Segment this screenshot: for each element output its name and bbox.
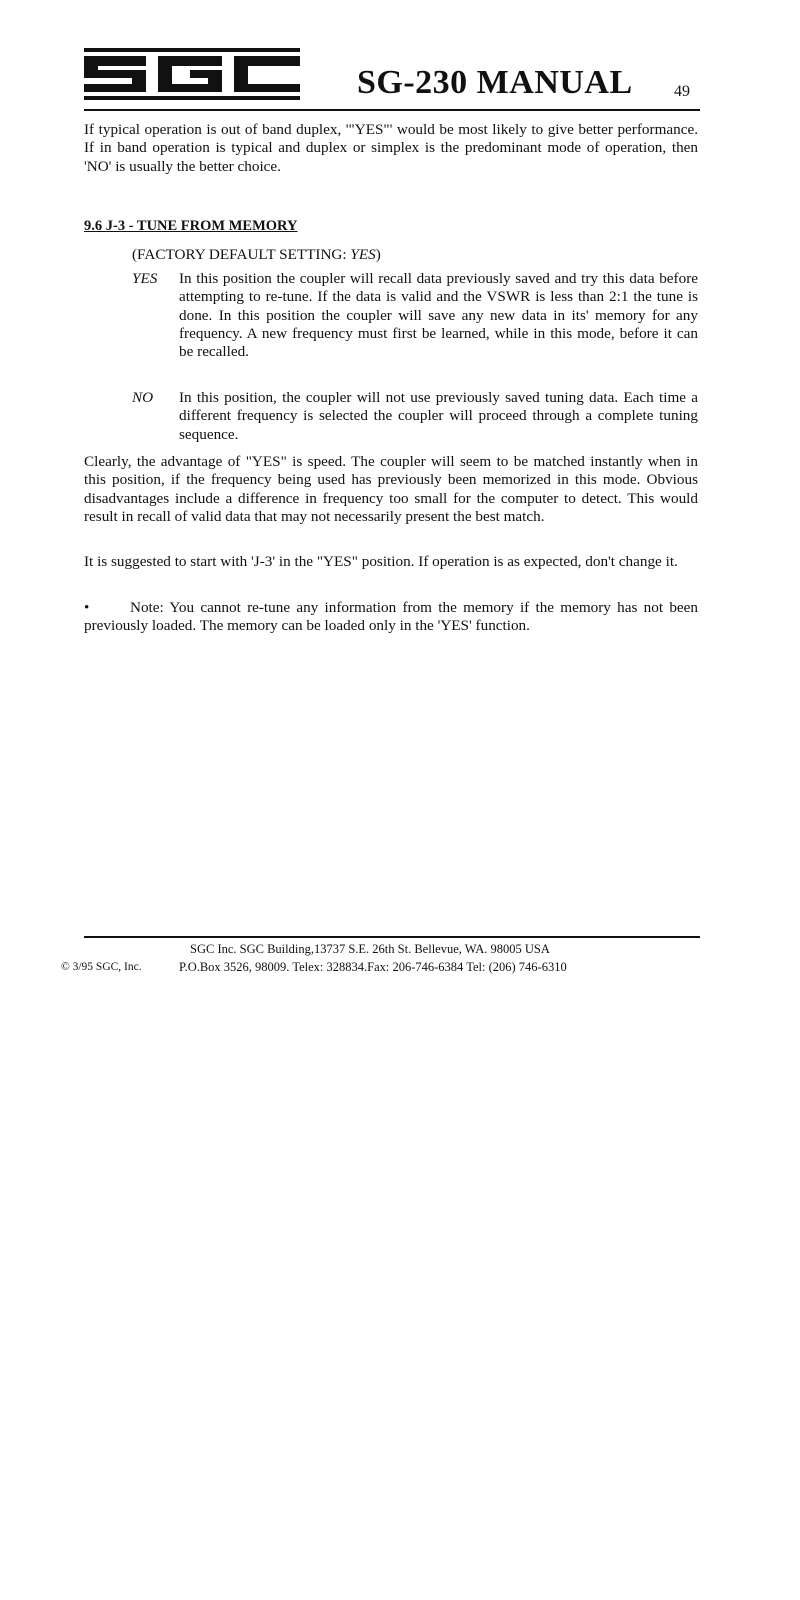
section-heading: 9.6 J-3 - TUNE FROM MEMORY: [84, 218, 298, 234]
footer-copyright: © 3/95 SGC, Inc.: [61, 961, 142, 973]
footer-divider: [84, 936, 700, 938]
note-paragraph: [84, 599, 698, 636]
page-number: 49: [674, 83, 690, 100]
note-text: Note: You cannot re-tune any information from the memory if the memory has not been previously loaded. The memory can be loaded only in the 'YES' function.: [84, 599, 698, 635]
option-yes-text: In this position the coupler will recall data previously saved and try this data before attempting to re-tune. If the data is valid and the VSWR is less than 2:1 the tune is done. In this position the coupler will save any new data in its' memory for any frequency. A new frequency must first be learned, while in this mode, before it can be recalled.: [179, 270, 698, 361]
footer-address-line2: P.O.Box 3526, 98009. Telex: 328834.Fax: 206-746-6384 Tel: (206) 746-6310: [179, 960, 567, 974]
option-no-key: NO: [132, 389, 154, 406]
advantage-paragraph: Clearly, the advantage of "YES" is speed. The coupler will seem to be matched instantly when in this position, if the frequency being used has previously been memorized in this mode. Obvious disadvantages include a difference in frequency too small for the computer to detect. This would result in recall of valid data that may not necessarily present the best match.: [84, 453, 698, 525]
factory-default-prefix: (FACTORY DEFAULT SETTING:: [132, 246, 351, 263]
header-divider: [84, 109, 700, 111]
note-bullet: •: [84, 599, 90, 616]
suggestion-paragraph: It is suggested to start with 'J-3' in the "YES" position. If operation is as expected, don't change it.: [84, 553, 678, 570]
footer-address-line1: SGC Inc. SGC Building,13737 S.E. 26th St. Bellevue, WA. 98005 USA: [190, 942, 550, 956]
factory-default-value: YES: [350, 246, 376, 263]
intro-paragraph: If typical operation is out of band duplex, '"YES"' would be most likely to give better performance. If in band operation is typical and duplex or simplex is the predominant mode of operation, then 'NO' is usually the better choice.: [84, 121, 698, 175]
factory-default-setting: [132, 246, 381, 264]
manual-title: SG-230 MANUAL: [357, 64, 633, 101]
option-no-text: In this position, the coupler will not use previously saved tuning data. Each time a different frequency is selected the coupler will proceed through a complete tuning sequence.: [179, 389, 698, 443]
option-yes-key: YES: [132, 270, 158, 287]
factory-default-suffix: ): [375, 246, 381, 263]
sgc-logo: [84, 48, 300, 100]
